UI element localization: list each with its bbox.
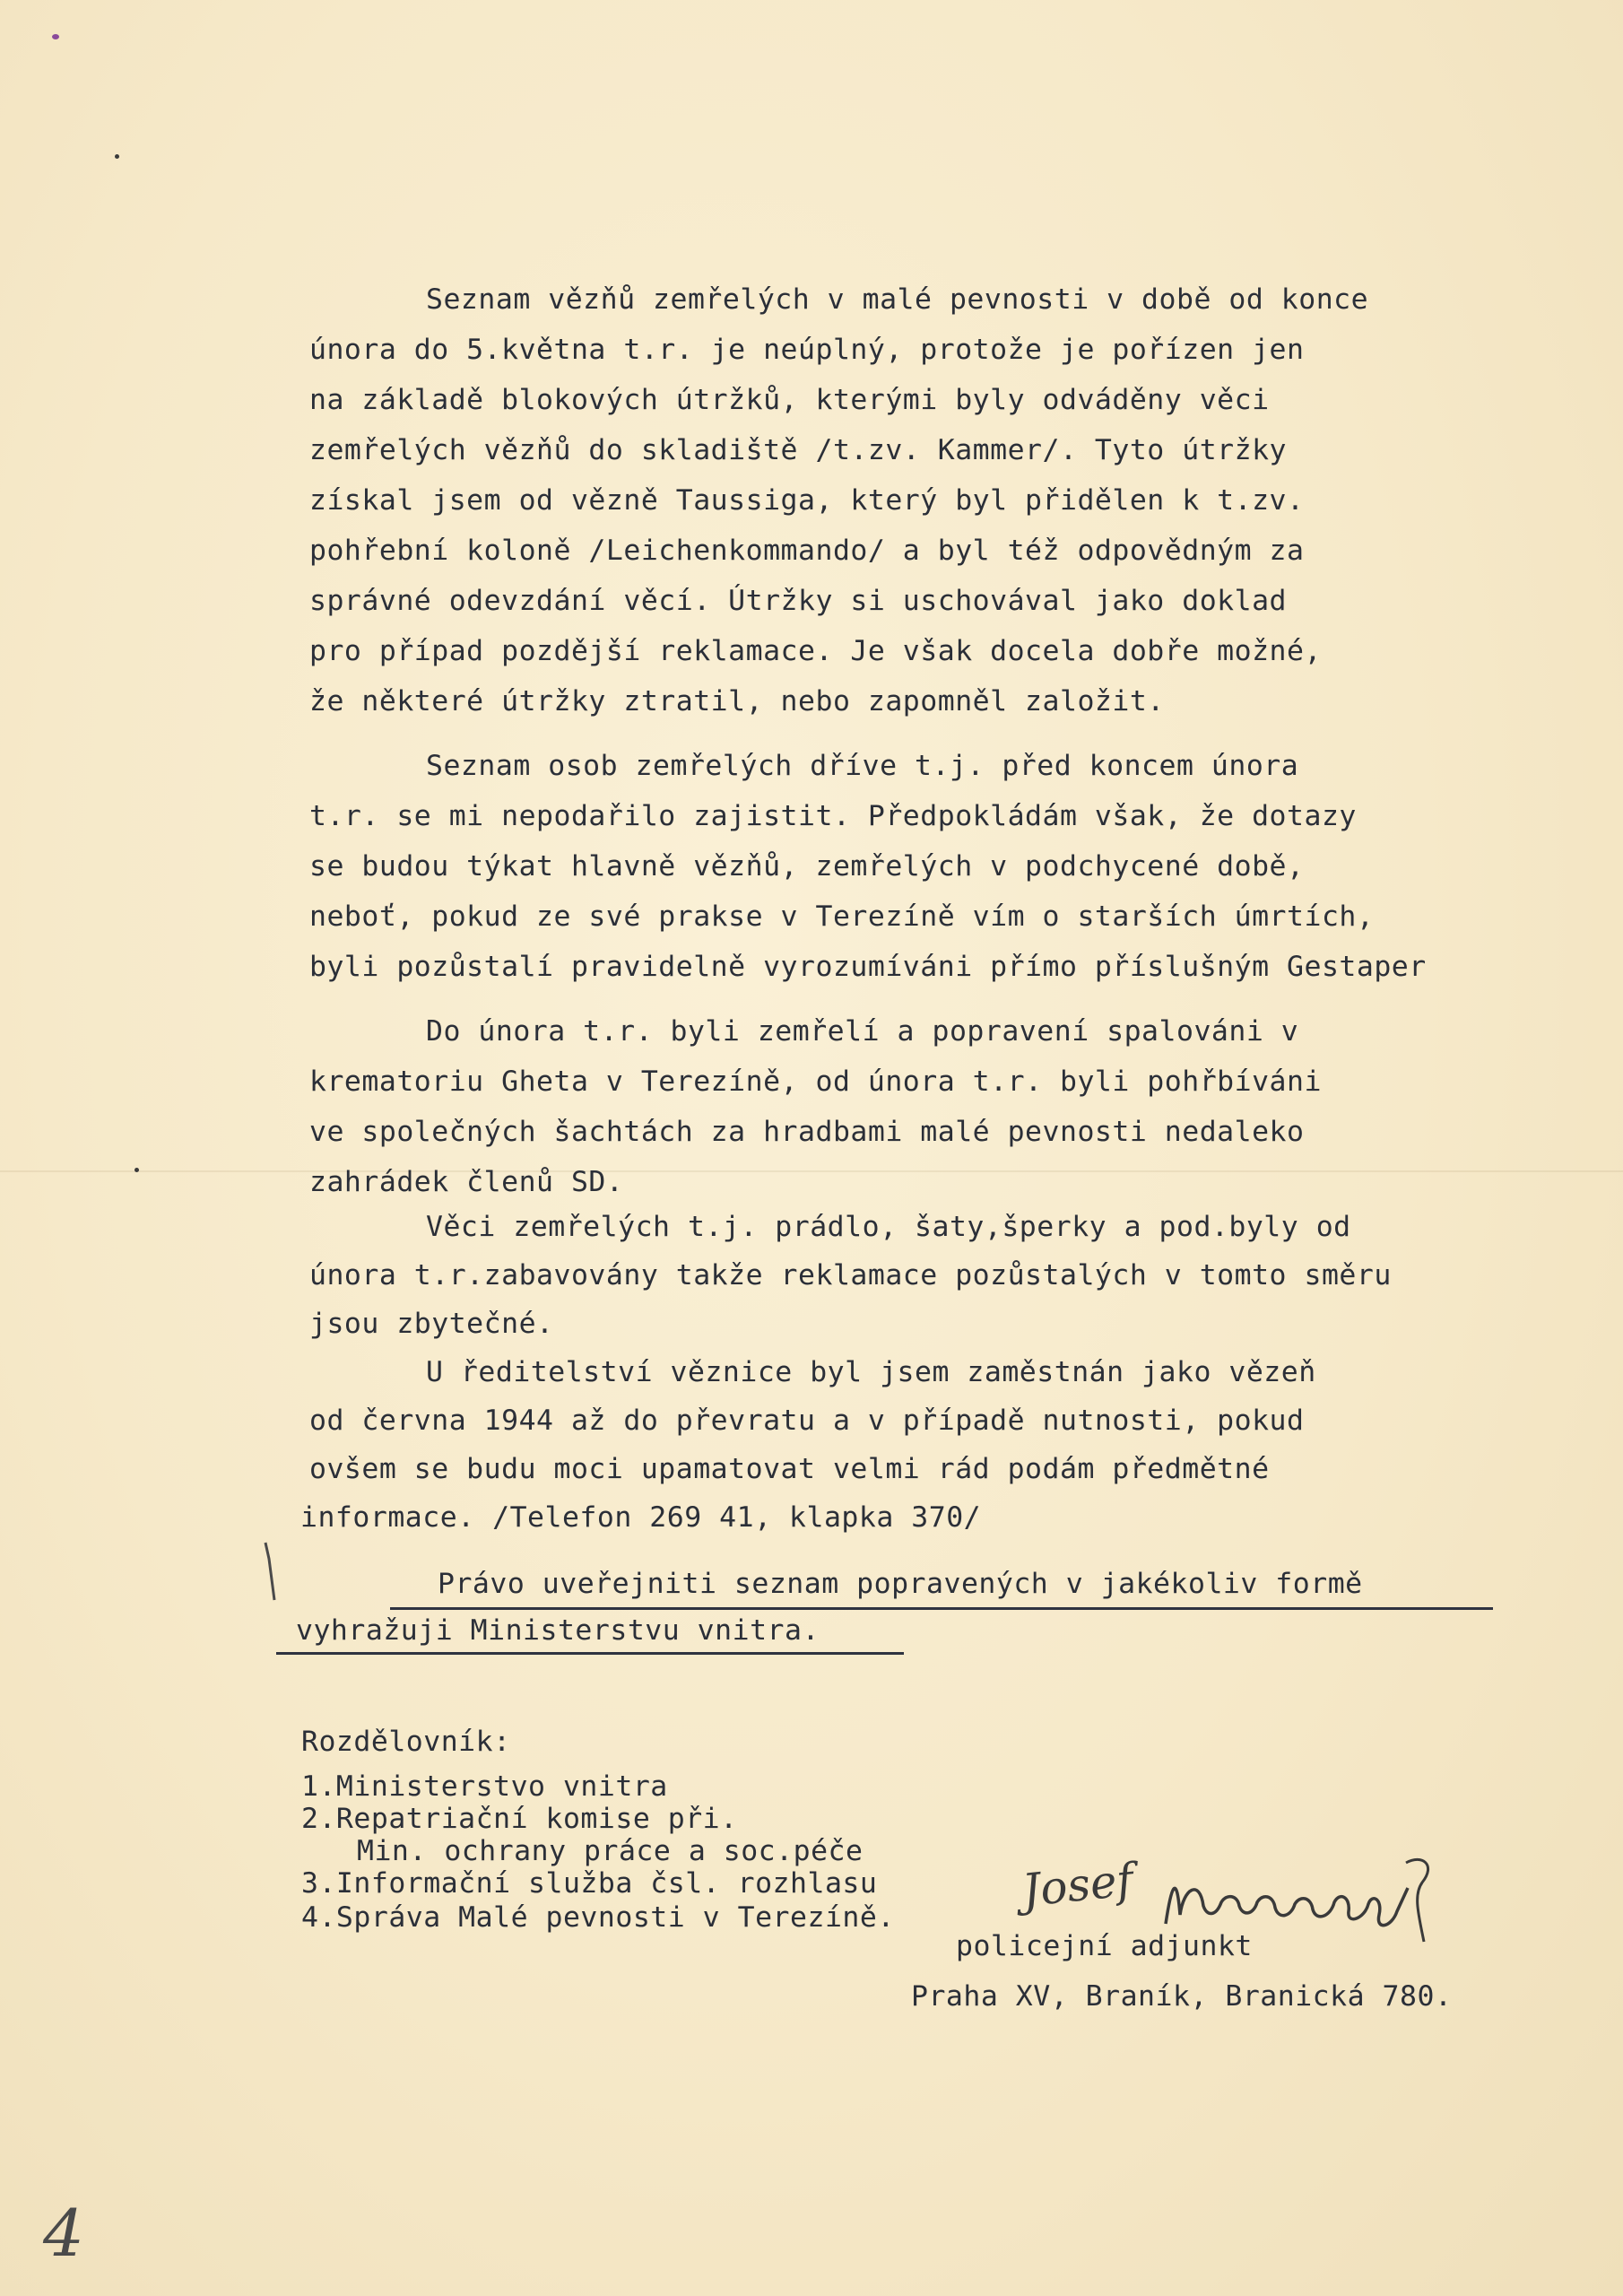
reservation-underline: [276, 1652, 904, 1655]
paragraph-1-line: pro případ pozdější reklamace. Je však docela dobře možné,: [309, 635, 1322, 667]
ink-speck: [52, 34, 59, 39]
paragraph-1-line: Seznam vězňů zemřelých v malé pevnosti v době od konce: [426, 283, 1369, 316]
paragraph-4-line: jsou zbytečné.: [309, 1308, 554, 1340]
reservation-underline: [390, 1607, 1493, 1610]
paragraph-5-line: od června 1944 až do převratu a v případě nutnosti, pokud: [309, 1405, 1305, 1437]
ink-speck: [115, 154, 119, 159]
paragraph-1-line: února do 5.května t.r. je neúplný, protože je pořízen jen: [309, 334, 1305, 366]
reservation-line: vyhražuji Ministerstvu vnitra.: [296, 1614, 820, 1647]
paragraph-1-line: získal jsem od vězně Taussiga, který byl přidělen k t.zv.: [309, 484, 1305, 517]
paragraph-1-line: správné odevzdání věcí. Útržky si uschovával jako doklad: [309, 585, 1288, 617]
paragraph-1-line: zemřelých vězňů do skladiště /t.zv. Kammer/. Tyto útržky: [309, 434, 1288, 466]
paragraph-2-line: se budou týkat hlavně vězňů, zemřelých v podchycené době,: [309, 850, 1305, 883]
signatory-title: policejní adjunkt: [956, 1930, 1253, 1962]
signature-first-name: Josef: [1020, 1853, 1136, 1918]
paragraph-3-line: krematoriu Gheta v Terezíně, od února t.r. byli pohřbíváni: [309, 1065, 1322, 1098]
distribution-item: 1.Ministerstvo vnitra: [301, 1770, 668, 1803]
pencil-bracket-mark: [262, 1541, 289, 1604]
paragraph-5-line: informace. /Telefon 269 41, klapka 370/: [300, 1501, 982, 1534]
ink-speck: [135, 1168, 139, 1172]
paragraph-3-line: ve společných šachtách za hradbami malé pevnosti nedaleko: [309, 1116, 1305, 1148]
paragraph-1-line: pohřební koloně /Leichenkommando/ a byl též odpovědným za: [309, 535, 1305, 567]
paragraph-5-line: ovšem se budu moci upamatovat velmi rád podám předmětné: [309, 1453, 1270, 1485]
paragraph-1-line: že některé útržky ztratil, nebo zapomněl založit.: [309, 685, 1165, 718]
paragraph-3-line: zahrádek členů SD.: [309, 1166, 624, 1198]
paragraph-1-line: na základě blokových útržků, kterými byly odváděny věci: [309, 384, 1270, 416]
distribution-item: 3.Informační služba čsl. rozhlasu: [301, 1867, 878, 1900]
paragraph-2-line: byli pozůstalí pravidelně vyrozumíváni přímo příslušným Gestaper: [309, 951, 1427, 983]
paragraph-2-line: neboť, pokud ze své prakse v Terezíně vím o starších úmrtích,: [309, 900, 1375, 933]
paragraph-2-line: Seznam osob zemřelých dříve t.j. před koncem února: [426, 750, 1299, 782]
paragraph-4-line: Věci zemřelých t.j. prádlo, šaty,šperky a pod.byly od: [426, 1211, 1351, 1243]
paper-fold: [0, 1170, 1623, 1172]
distribution-heading: Rozdělovník:: [301, 1726, 511, 1758]
distribution-item: 2.Repatriační komise při.: [301, 1803, 738, 1835]
distribution-item: 4.Správa Malé pevnosti v Terezíně.: [301, 1901, 895, 1934]
paragraph-5-line: U ředitelství věznice byl jsem zaměstnán jako vězeň: [426, 1356, 1316, 1388]
reservation-line: Právo uveřejniti seznam popravených v jakékoliv formě: [438, 1568, 1363, 1600]
signatory-address: Praha XV, Braník, Branická 780.: [911, 1980, 1453, 2013]
paragraph-4-line: února t.r.zabavovány takže reklamace pozůstalých v tomto směru: [309, 1259, 1392, 1292]
page-number: 4: [43, 2196, 84, 2271]
paragraph-2-line: t.r. se mi nepodařilo zajistit. Předpokládám však, že dotazy: [309, 800, 1357, 832]
paragraph-3-line: Do února t.r. byli zemřelí a popravení spalováni v: [426, 1015, 1299, 1048]
distribution-item: Min. ochrany práce a soc.péče: [357, 1835, 864, 1867]
